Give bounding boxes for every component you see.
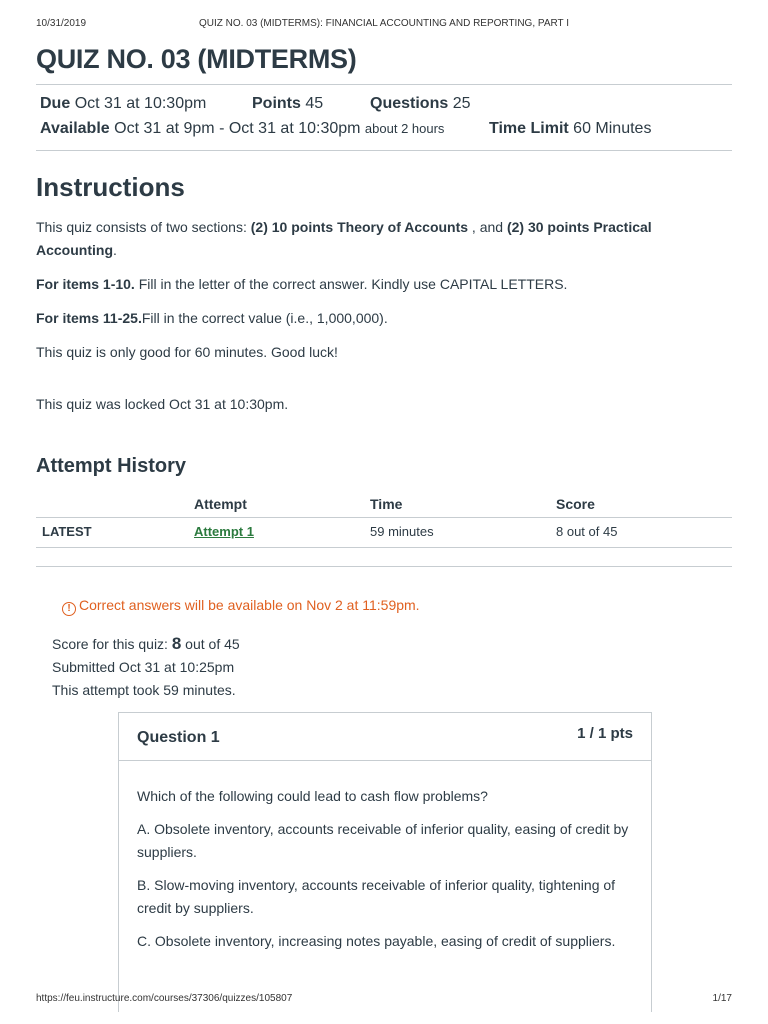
score-line — [52, 632, 240, 656]
instructions-paragraph-2 — [36, 273, 696, 296]
column-header-attempt: Attempt — [194, 496, 247, 512]
due-info — [40, 95, 206, 113]
table-row — [36, 518, 732, 548]
text: . — [113, 242, 117, 258]
locked-notice: This quiz was locked Oct 31 at 10:30pm. — [36, 396, 289, 412]
time-limit-value: 60 Minutes — [573, 120, 652, 137]
attempt-history-heading: Attempt History — [36, 455, 187, 477]
answer-option-c: C. Obsolete inventory, increasing notes payable, easing of credit of suppliers. — [137, 933, 616, 949]
correct-answers-notice — [62, 597, 420, 616]
notice-text: Correct answers will be available on Nov 2 at 11:59pm. — [79, 597, 420, 613]
warning-icon: ! — [62, 602, 76, 616]
available-note: about 2 hours — [364, 121, 445, 136]
question-body — [137, 785, 635, 963]
available-info — [40, 120, 444, 138]
time-limit-label: Time Limit — [489, 120, 569, 137]
answer-option-a: A. Obsolete inventory, accounts receivable of inferior quality, easing of credit by suppliers. — [137, 821, 629, 860]
available-label: Available — [40, 120, 110, 137]
instructions-paragraph-3 — [36, 307, 696, 330]
question-name: Question 1 — [137, 729, 220, 746]
points-value: 45 — [305, 95, 324, 112]
questions-label: Questions — [370, 95, 449, 112]
text: out of 45 — [181, 636, 240, 652]
instructions-paragraph-1 — [36, 216, 696, 262]
bold-text: (2) 10 points Theory of Accounts — [250, 219, 469, 235]
column-header-time: Time — [370, 496, 403, 512]
attempt-history-table — [36, 490, 732, 548]
attempt-score: 8 out of 45 — [556, 524, 618, 539]
time-limit-info — [489, 120, 651, 138]
column-header-score: Score — [556, 496, 595, 512]
print-title: QUIZ NO. 03 (MIDTERMS): FINANCIAL ACCOUNTING AND REPORTING, PART I — [198, 18, 570, 29]
question-header — [119, 713, 651, 761]
quiz-title: QUIZ NO. 03 (MIDTERMS) — [36, 44, 357, 74]
score-summary — [52, 632, 240, 702]
question-card — [118, 712, 652, 1012]
points-info — [252, 95, 323, 113]
page-url: https://feu.instructure.com/courses/37306/quizzes/105807 — [36, 993, 293, 1004]
divider — [36, 84, 732, 85]
available-value: Oct 31 at 9pm - Oct 31 at 10:30pm — [114, 120, 361, 137]
text: Fill in the letter of the correct answer. Kindly use CAPITAL LETTERS. — [134, 276, 568, 292]
attempt-link[interactable]: Attempt 1 — [194, 524, 254, 539]
table-header-row — [36, 490, 732, 518]
question-prompt: Which of the following could lead to cash flow problems? — [137, 788, 488, 804]
score-value: 8 — [171, 634, 182, 653]
instructions-heading: Instructions — [36, 172, 185, 202]
attempt-time: 59 minutes — [370, 524, 434, 539]
questions-value: 25 — [452, 95, 471, 112]
bold-text: For items 11-25. — [36, 310, 142, 326]
row-label: LATEST — [42, 524, 92, 539]
text: Score for this quiz: — [52, 636, 172, 652]
duration-line: This attempt took 59 minutes. — [52, 682, 236, 698]
due-value: Oct 31 at 10:30pm — [74, 95, 207, 112]
questions-info — [370, 95, 470, 113]
bold-text: For items 1-10. — [36, 276, 135, 292]
points-label: Points — [252, 95, 301, 112]
text: Fill in the correct value (i.e., 1,000,000). — [141, 310, 388, 326]
print-date: 10/31/2019 — [36, 18, 87, 29]
instructions-paragraph-4: This quiz is only good for 60 minutes. Good luck! — [36, 344, 338, 360]
text: This quiz consists of two sections: — [36, 219, 251, 235]
due-label: Due — [40, 95, 71, 112]
answer-option-b: B. Slow-moving inventory, accounts receivable of inferior quality, tightening of credit by suppliers. — [137, 877, 616, 916]
page-number: 1/17 — [712, 993, 732, 1004]
bold-text: (2) 30 points Practical Accounting — [36, 219, 652, 258]
question-points: 1 / 1 pts — [577, 725, 633, 742]
submitted-line: Submitted Oct 31 at 10:25pm — [52, 659, 235, 675]
text: , and — [468, 219, 507, 235]
divider — [36, 566, 732, 567]
divider — [36, 150, 732, 151]
